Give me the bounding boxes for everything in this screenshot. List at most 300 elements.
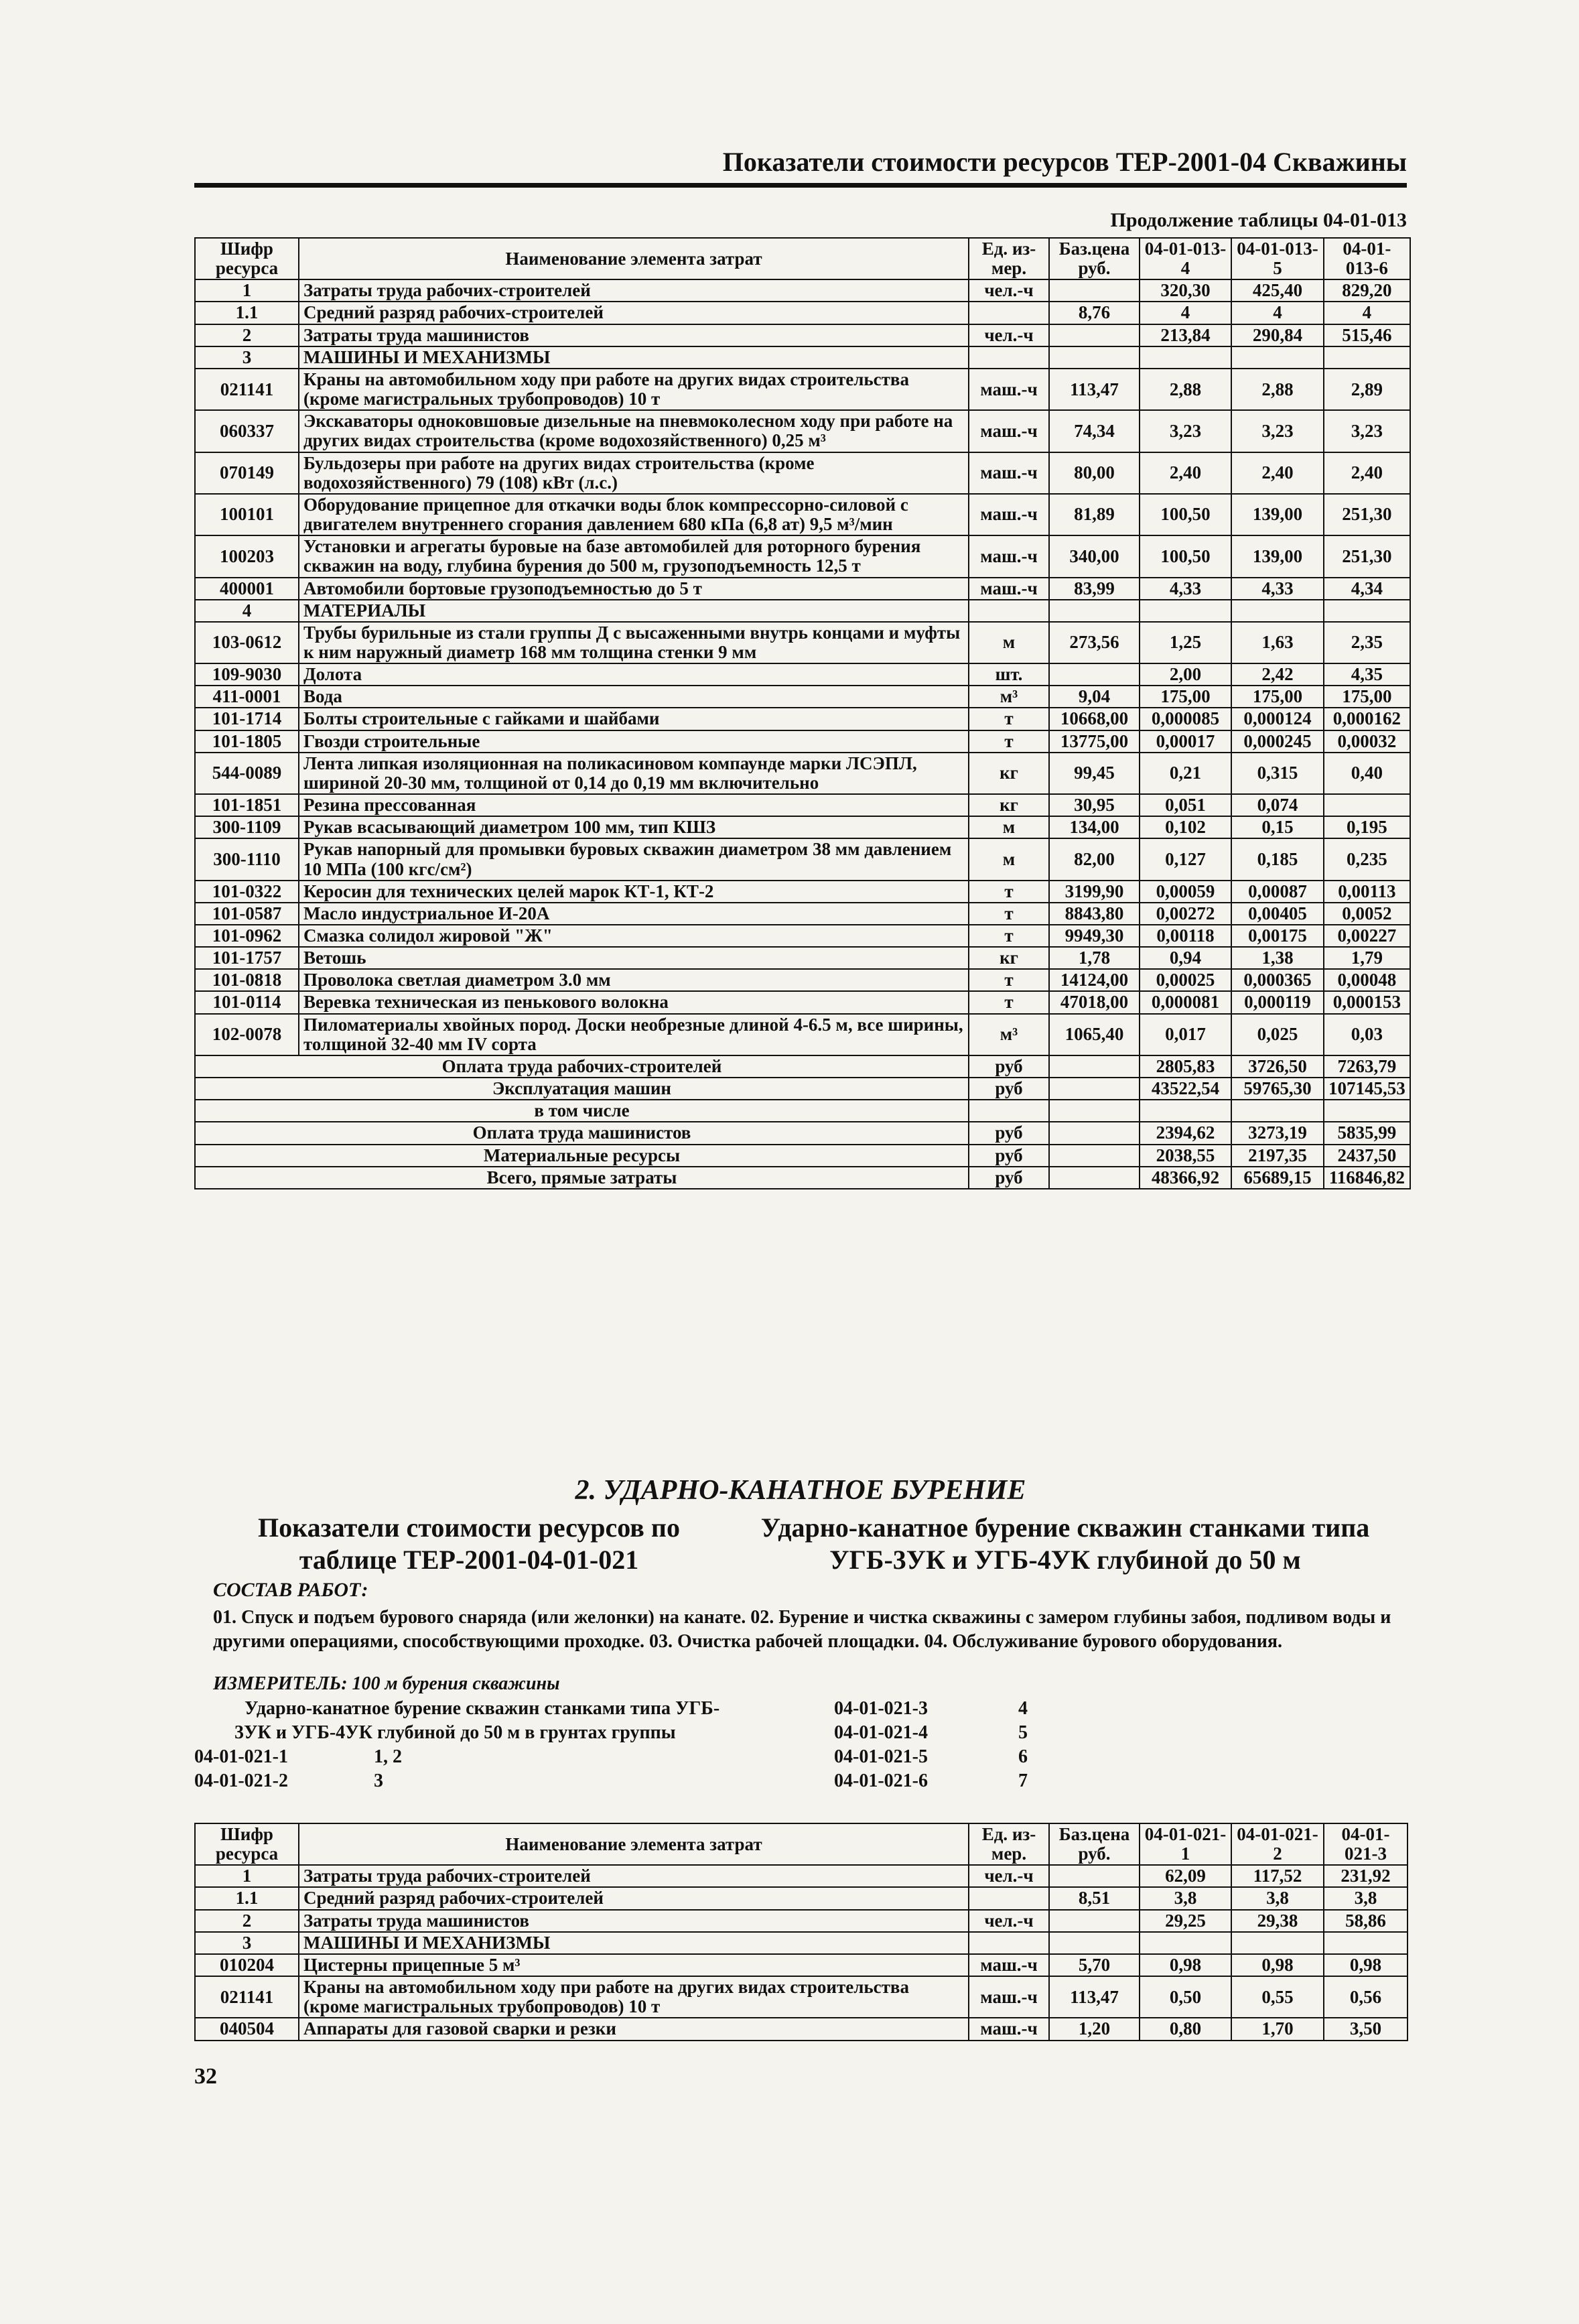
cost-element-name: Оборудование прицепное для откачки воды блок компрессорно-силовой с двигателем внутреннего сгорания давлением 680 кПа (6,8 ат) 9,5 м³/мин (299, 494, 969, 535)
cost-element-name: Затраты труда рабочих-строителей (299, 1865, 969, 1887)
works-label: СОСТАВ РАБОТ: (213, 1579, 368, 1601)
total-row (195, 1167, 1410, 1189)
table-cell: 3,23 (1140, 410, 1231, 452)
table-header-row (195, 1823, 1408, 1865)
cost-element-name: Лента липкая изоляционная на поликасиновом компаунде марки ЛСЭПЛ, шириной 20-30 мм, толщиной от 0,14 до 0,19 мм включительно (299, 753, 969, 794)
resource-code: 1.1 (195, 302, 299, 324)
table-cell: шт. (969, 663, 1049, 686)
table-cell: 3,8 (1231, 1887, 1324, 1909)
table-cell: 58,86 (1324, 1910, 1408, 1932)
table-row (195, 794, 1410, 816)
norm-group: 6 (1018, 1746, 1028, 1767)
table-cell: 2,40 (1140, 452, 1231, 494)
table-row (195, 578, 1410, 600)
table-cell: 14124,00 (1049, 969, 1140, 991)
resource-code: 010204 (195, 1954, 299, 1976)
table-cell: 3,8 (1140, 1887, 1231, 1909)
norm-desc-line-2: 3УК и УГБ-4УК глубиной до 50 м в грунтах группы (234, 1722, 676, 1743)
table-cell: 273,56 (1049, 622, 1140, 663)
resource-code: 1 (195, 279, 299, 302)
column-header: Ед. из-мер. (969, 238, 1049, 279)
resource-code: 021141 (195, 1976, 299, 2018)
cost-element-name: Средний разряд рабочих-строителей (299, 1887, 969, 1909)
resource-table-1 (194, 237, 1411, 1189)
resource-code: 544-0089 (195, 753, 299, 794)
table-cell: 3273,19 (1231, 1122, 1324, 1144)
table-cell: 0,051 (1140, 794, 1231, 816)
table-cell: 8,76 (1049, 302, 1140, 324)
table-cell: 5,70 (1049, 1954, 1140, 1976)
table-cell: 2,40 (1324, 452, 1410, 494)
table-cell: 29,38 (1231, 1910, 1324, 1932)
table-cell: т (969, 730, 1049, 753)
column-header: 04-01-021-2 (1231, 1823, 1324, 1865)
table-cell: маш.-ч (969, 1976, 1049, 2018)
table-cell: 62,09 (1140, 1865, 1231, 1887)
cost-element-name: Пиломатериалы хвойных пород. Доски необрезные длиной 4-6.5 м, все ширины, толщиной 32-40 мм IV сорта (299, 1014, 969, 1055)
table-cell: 43522,54 (1140, 1078, 1231, 1100)
table-cell: 0,00113 (1324, 881, 1410, 903)
section-right-heading: Ударно-канатное бурение скважин станками типа УГБ-3УК и УГБ-4УК глубиной до 50 м (760, 1512, 1370, 1575)
table-cell: м (969, 838, 1049, 880)
table-cell: 0,40 (1324, 753, 1410, 794)
table-cell (969, 1887, 1049, 1909)
cost-element-name: МАШИНЫ И МЕХАНИЗМЫ (299, 346, 969, 369)
table-cell: 0,21 (1140, 753, 1231, 794)
resource-code: 2 (195, 1910, 299, 1932)
table-cell: 4,34 (1324, 578, 1410, 600)
table-cell: т (969, 708, 1049, 730)
column-header: 04-01-021-3 (1324, 1823, 1408, 1865)
table-cell: 0,98 (1231, 1954, 1324, 1976)
table-cell: маш.-ч (969, 535, 1049, 577)
table-cell: чел.-ч (969, 279, 1049, 302)
table-row (195, 1976, 1408, 2018)
table-cell: 0,00087 (1231, 881, 1324, 903)
table-cell: 3,50 (1324, 2018, 1408, 2040)
table-row (195, 663, 1410, 686)
table-cell: 0,00048 (1324, 969, 1410, 991)
table-cell: 0,000365 (1231, 969, 1324, 991)
table-cell (1049, 1865, 1140, 1887)
table-cell: 1,78 (1049, 947, 1140, 969)
table-cell: 1,70 (1231, 2018, 1324, 2040)
cost-element-name: Автомобили бортовые грузоподъемностью до 5 т (299, 578, 969, 600)
table-row (195, 2018, 1408, 2040)
table-cell: 3,23 (1231, 410, 1324, 452)
table-cell: 0,00025 (1140, 969, 1231, 991)
table-cell (1049, 1145, 1140, 1167)
table-cell (969, 1100, 1049, 1122)
column-header: Баз.цена руб. (1049, 238, 1140, 279)
table-cell: 0,00059 (1140, 881, 1231, 903)
table-cell (969, 600, 1049, 622)
table-cell: 0,000085 (1140, 708, 1231, 730)
table-cell (1049, 1078, 1140, 1100)
resource-code: 1 (195, 1865, 299, 1887)
table-cell (1231, 1932, 1324, 1954)
table-cell: 4 (1324, 302, 1410, 324)
table-row (195, 346, 1410, 369)
table-cell: 139,00 (1231, 494, 1324, 535)
table-cell: 2394,62 (1140, 1122, 1231, 1144)
table-cell (1324, 1100, 1410, 1122)
table-cell: 0,127 (1140, 838, 1231, 880)
table-cell: т (969, 991, 1049, 1013)
table-cell (1324, 600, 1410, 622)
table-cell: 0,00118 (1140, 925, 1231, 947)
resource-code: 070149 (195, 452, 299, 494)
table-cell (1140, 1100, 1231, 1122)
section-title: 2. УДАРНО-КАНАТНОЕ БУРЕНИЕ (575, 1475, 1026, 1506)
table-row (195, 816, 1410, 838)
column-header: Баз.цена руб. (1049, 1823, 1140, 1865)
table-cell: 2,42 (1231, 663, 1324, 686)
cost-element-name: Краны на автомобильном ходу при работе на других видах строительства (кроме магистральных трубопроводов) 10 т (299, 1976, 969, 2018)
table-cell: 3,8 (1324, 1887, 1408, 1909)
table-cell: м (969, 816, 1049, 838)
table-row (195, 881, 1410, 903)
table-cell: руб (969, 1078, 1049, 1100)
table-row (195, 452, 1410, 494)
running-header (194, 146, 1407, 188)
table-cell: 5835,99 (1324, 1122, 1410, 1144)
table-cell: 0,000124 (1231, 708, 1324, 730)
cost-element-name: Затраты труда машинистов (299, 1910, 969, 1932)
table-cell: 0,195 (1324, 816, 1410, 838)
table-cell: 80,00 (1049, 452, 1140, 494)
table-cell: 4 (1140, 302, 1231, 324)
table-cell (1049, 279, 1140, 302)
column-header: Ед. из-мер. (969, 1823, 1049, 1865)
table-cell: 0,000162 (1324, 708, 1410, 730)
table-row (195, 753, 1410, 794)
table-row (195, 622, 1410, 663)
table-cell (1049, 600, 1140, 622)
resource-code: 101-0322 (195, 881, 299, 903)
table-row (195, 600, 1410, 622)
table-cell (1049, 663, 1140, 686)
table-cell: 0,00405 (1231, 903, 1324, 925)
table-cell (1231, 1100, 1324, 1122)
table-cell: 175,00 (1231, 686, 1324, 708)
table-cell: 1,79 (1324, 947, 1410, 969)
cost-element-name: Рукав всасывающий диаметром 100 мм, тип КШЗ (299, 816, 969, 838)
table-row (195, 969, 1410, 991)
resource-code: 103-0612 (195, 622, 299, 663)
table-cell: 0,0052 (1324, 903, 1410, 925)
table-cell (1231, 600, 1324, 622)
norm-code: 04-01-021-3 (834, 1698, 928, 1719)
resource-code: 100101 (195, 494, 299, 535)
resource-code: 101-1851 (195, 794, 299, 816)
table-cell: 0,00032 (1324, 730, 1410, 753)
table-cell: 2,35 (1324, 622, 1410, 663)
total-label: Оплата труда машинистов (195, 1122, 969, 1144)
cost-element-name: Вода (299, 686, 969, 708)
table-cell: 0,98 (1140, 1954, 1231, 1976)
table-row (195, 279, 1410, 302)
table-cell (1049, 1910, 1140, 1932)
table-cell: 290,84 (1231, 324, 1324, 346)
cost-element-name: Трубы бурильные из стали группы Д с высаженными внутрь концами и муфты к ним наружный диаметр 168 мм толщина стенки 9 мм (299, 622, 969, 663)
table-cell (1049, 346, 1140, 369)
table-cell: м³ (969, 1014, 1049, 1055)
table-cell (1049, 1932, 1140, 1954)
column-header: Шифр ресурса (195, 238, 299, 279)
resource-code: 100203 (195, 535, 299, 577)
norm-group: 5 (1018, 1722, 1028, 1743)
norm-group: 7 (1018, 1770, 1028, 1791)
cost-element-name: Экскаваторы одноковшовые дизельные на пневмоколесном ходу при работе на других видах строительства (кроме водохозяйственного) 0,25 м³ (299, 410, 969, 452)
table-cell: 251,30 (1324, 535, 1410, 577)
cost-element-name: Ветошь (299, 947, 969, 969)
table-cell: 9,04 (1049, 686, 1140, 708)
table-cell: 425,40 (1231, 279, 1324, 302)
resource-code: 101-1714 (195, 708, 299, 730)
table-row (195, 991, 1410, 1013)
table-cell: 0,017 (1140, 1014, 1231, 1055)
table-row (195, 1910, 1408, 1932)
table-cell: 29,25 (1140, 1910, 1231, 1932)
cost-element-name: Аппараты для газовой сварки и резки (299, 2018, 969, 2040)
cost-element-name: Краны на автомобильном ходу при работе на других видах строительства (кроме магистральных трубопроводов) 10 т (299, 369, 969, 410)
table-row (195, 838, 1410, 880)
table-cell: 83,99 (1049, 578, 1140, 600)
resource-code: 3 (195, 346, 299, 369)
table-cell: 0,000245 (1231, 730, 1324, 753)
table-cell: 113,47 (1049, 1976, 1140, 2018)
table-cell: 231,92 (1324, 1865, 1408, 1887)
table-cell (1140, 1932, 1231, 1954)
table-cell: 213,84 (1140, 324, 1231, 346)
table-cell (969, 1932, 1049, 1954)
table-row (195, 947, 1410, 969)
table-cell: 515,46 (1324, 324, 1410, 346)
table-cell: т (969, 925, 1049, 947)
table-cell: 0,025 (1231, 1014, 1324, 1055)
table-cell: 1,63 (1231, 622, 1324, 663)
table-cell: 2,89 (1324, 369, 1410, 410)
resource-code: 102-0078 (195, 1014, 299, 1055)
table-cell (1324, 346, 1410, 369)
norm-code: 04-01-021-1 (194, 1746, 288, 1767)
norm-group: 4 (1018, 1698, 1028, 1719)
norm-code: 04-01-021-2 (194, 1770, 288, 1791)
table-cell: 10668,00 (1049, 708, 1140, 730)
table-row (195, 410, 1410, 452)
column-header: 04-01-013-5 (1231, 238, 1324, 279)
table-cell: 251,30 (1324, 494, 1410, 535)
resource-code: 2 (195, 324, 299, 346)
resource-code: 300-1110 (195, 838, 299, 880)
total-row (195, 1055, 1410, 1078)
table-cell: 0,50 (1140, 1976, 1231, 2018)
table-cell: 30,95 (1049, 794, 1140, 816)
table-cell: 2437,50 (1324, 1145, 1410, 1167)
norm-desc-line-1: Ударно-канатное бурение скважин станками типа УГБ- (245, 1698, 720, 1719)
table-cell: 0,00017 (1140, 730, 1231, 753)
cost-element-name: Болты строительные с гайками и шайбами (299, 708, 969, 730)
table-cell: 134,00 (1049, 816, 1140, 838)
table-cell: 9949,30 (1049, 925, 1140, 947)
column-header: Наименование элемента затрат (299, 238, 969, 279)
resource-code: 101-1805 (195, 730, 299, 753)
resource-code: 021141 (195, 369, 299, 410)
table-cell: 100,50 (1140, 535, 1231, 577)
table-cell: 0,102 (1140, 816, 1231, 838)
header-rule (194, 183, 1407, 188)
table-row (195, 369, 1410, 410)
table-cell (1140, 346, 1231, 369)
resource-code: 4 (195, 600, 299, 622)
table-cell: 99,45 (1049, 753, 1140, 794)
table-cell: 1065,40 (1049, 1014, 1140, 1055)
resource-code: 040504 (195, 2018, 299, 2040)
table-cell: маш.-ч (969, 410, 1049, 452)
table-cell: 8843,80 (1049, 903, 1140, 925)
resource-code: 060337 (195, 410, 299, 452)
table-cell: 0,00227 (1324, 925, 1410, 947)
cost-element-name: Установки и агрегаты буровые на базе автомобилей для роторного бурения скважин на воду, глубина бурения до 500 м, грузоподъемность 12,5 т (299, 535, 969, 577)
table-row (195, 708, 1410, 730)
total-label: Материальные ресурсы (195, 1145, 969, 1167)
table-cell (1049, 1055, 1140, 1078)
table-cell: 47018,00 (1049, 991, 1140, 1013)
resource-table-2 (194, 1823, 1408, 2041)
table-cell (1140, 600, 1231, 622)
table-cell: 2,00 (1140, 663, 1231, 686)
total-row (195, 1122, 1410, 1144)
total-label: Всего, прямые затраты (195, 1167, 969, 1189)
norm-group: 3 (374, 1770, 383, 1791)
table-cell: 340,00 (1049, 535, 1140, 577)
cost-element-name: Бульдозеры при работе на других видах строительства (кроме водохозяйственного) 79 (108) кВт (л.с.) (299, 452, 969, 494)
table-cell: 4,35 (1324, 663, 1410, 686)
resource-code: 400001 (195, 578, 299, 600)
table-row (195, 1014, 1410, 1055)
table-cell: чел.-ч (969, 324, 1049, 346)
table-cell: 0,000119 (1231, 991, 1324, 1013)
measure-unit: ИЗМЕРИТЕЛЬ: 100 м бурения скважины (213, 1673, 560, 1694)
table-cell: маш.-ч (969, 452, 1049, 494)
table-cell: 82,00 (1049, 838, 1140, 880)
table-row (195, 730, 1410, 753)
total-row (195, 1100, 1410, 1122)
table-cell: 2805,83 (1140, 1055, 1231, 1078)
table-cell: кг (969, 794, 1049, 816)
table-row (195, 1887, 1408, 1909)
table-row (195, 1932, 1408, 1954)
table-cell: 0,185 (1231, 838, 1324, 880)
table-cell: 0,94 (1140, 947, 1231, 969)
resource-code: 411-0001 (195, 686, 299, 708)
resource-code: 101-0114 (195, 991, 299, 1013)
table-cell: 320,30 (1140, 279, 1231, 302)
table-cell: 2038,55 (1140, 1145, 1231, 1167)
table-cell: 48366,92 (1140, 1167, 1231, 1189)
norm-group: 1, 2 (374, 1746, 402, 1767)
works-text: 01. Спуск и подъем бурового снаряда (или желонки) на канате. 02. Бурение и чистка скважины с замером глубины забоя, подливом воды и другими операциями, способствующими проходке. 03. Очистка рабочей площадки. 04. Обслуживание бурового оборудования. (213, 1607, 1391, 1653)
table-cell: маш.-ч (969, 2018, 1049, 2040)
table-cell: руб (969, 1122, 1049, 1144)
cost-element-name: Гвозди строительные (299, 730, 969, 753)
table-cell: руб (969, 1145, 1049, 1167)
table-cell: 0,55 (1231, 1976, 1324, 2018)
table-cell: 13775,00 (1049, 730, 1140, 753)
table-cell: маш.-ч (969, 578, 1049, 600)
cost-element-name: Затраты труда машинистов (299, 324, 969, 346)
page-number: 32 (194, 2064, 217, 2089)
table-cell: т (969, 969, 1049, 991)
table-cell: 3726,50 (1231, 1055, 1324, 1078)
column-header: 04-01-013-6 (1324, 238, 1410, 279)
table-row (195, 925, 1410, 947)
column-header: 04-01-013-4 (1140, 238, 1231, 279)
table-cell: 2197,35 (1231, 1145, 1324, 1167)
table-cell (1049, 1167, 1140, 1189)
table-cell (1231, 346, 1324, 369)
table-cell: чел.-ч (969, 1910, 1049, 1932)
table-cell: маш.-ч (969, 1954, 1049, 1976)
cost-element-name: Веревка техническая из пенькового волокна (299, 991, 969, 1013)
table-cell: 0,235 (1324, 838, 1410, 880)
column-header: 04-01-021-1 (1140, 1823, 1231, 1865)
table-cell: чел.-ч (969, 1865, 1049, 1887)
table-cell: кг (969, 947, 1049, 969)
cost-element-name: Затраты труда рабочих-строителей (299, 279, 969, 302)
cost-element-name: Керосин для технических целей марок КТ-1, КТ-2 (299, 881, 969, 903)
total-row (195, 1145, 1410, 1167)
column-header: Наименование элемента затрат (299, 1823, 969, 1865)
table-cell: 81,89 (1049, 494, 1140, 535)
total-label: Оплата труда рабочих-строителей (195, 1055, 969, 1078)
table-cell: 3,23 (1324, 410, 1410, 452)
cost-element-name: Средний разряд рабочих-строителей (299, 302, 969, 324)
total-label: Эксплуатация машин (195, 1078, 969, 1100)
table-cell: 1,38 (1231, 947, 1324, 969)
cost-element-name: Смазка солидол жировой "Ж" (299, 925, 969, 947)
cost-element-name: Долота (299, 663, 969, 686)
table-cell: 0,00175 (1231, 925, 1324, 947)
cost-element-name: Резина прессованная (299, 794, 969, 816)
table-header-row (195, 238, 1410, 279)
cost-element-name: Масло индустриальное И-20А (299, 903, 969, 925)
table-row (195, 494, 1410, 535)
section-left-heading: Показатели стоимости ресурсов по таблице ТЕР-2001-04-01-021 (258, 1512, 680, 1575)
resource-code: 101-0587 (195, 903, 299, 925)
table-cell: 175,00 (1140, 686, 1231, 708)
cost-element-name: МАТЕРИАЛЫ (299, 600, 969, 622)
table-cell (1049, 324, 1140, 346)
running-header-title: Показатели стоимости ресурсов ТЕР-2001-04 Скважины (722, 147, 1407, 177)
table-cell: 107145,53 (1324, 1078, 1410, 1100)
resource-code: 300-1109 (195, 816, 299, 838)
table-cell: т (969, 881, 1049, 903)
table-row (195, 302, 1410, 324)
table-cell: маш.-ч (969, 494, 1049, 535)
table-cell: 100,50 (1140, 494, 1231, 535)
total-row (195, 1078, 1410, 1100)
table-cell: 4,33 (1140, 578, 1231, 600)
table-cell: 74,34 (1049, 410, 1140, 452)
table-cell: 1,25 (1140, 622, 1231, 663)
table-cell: кг (969, 753, 1049, 794)
table-cell: 0,03 (1324, 1014, 1410, 1055)
table-row (195, 903, 1410, 925)
resource-code: 101-0962 (195, 925, 299, 947)
resource-code: 101-1757 (195, 947, 299, 969)
